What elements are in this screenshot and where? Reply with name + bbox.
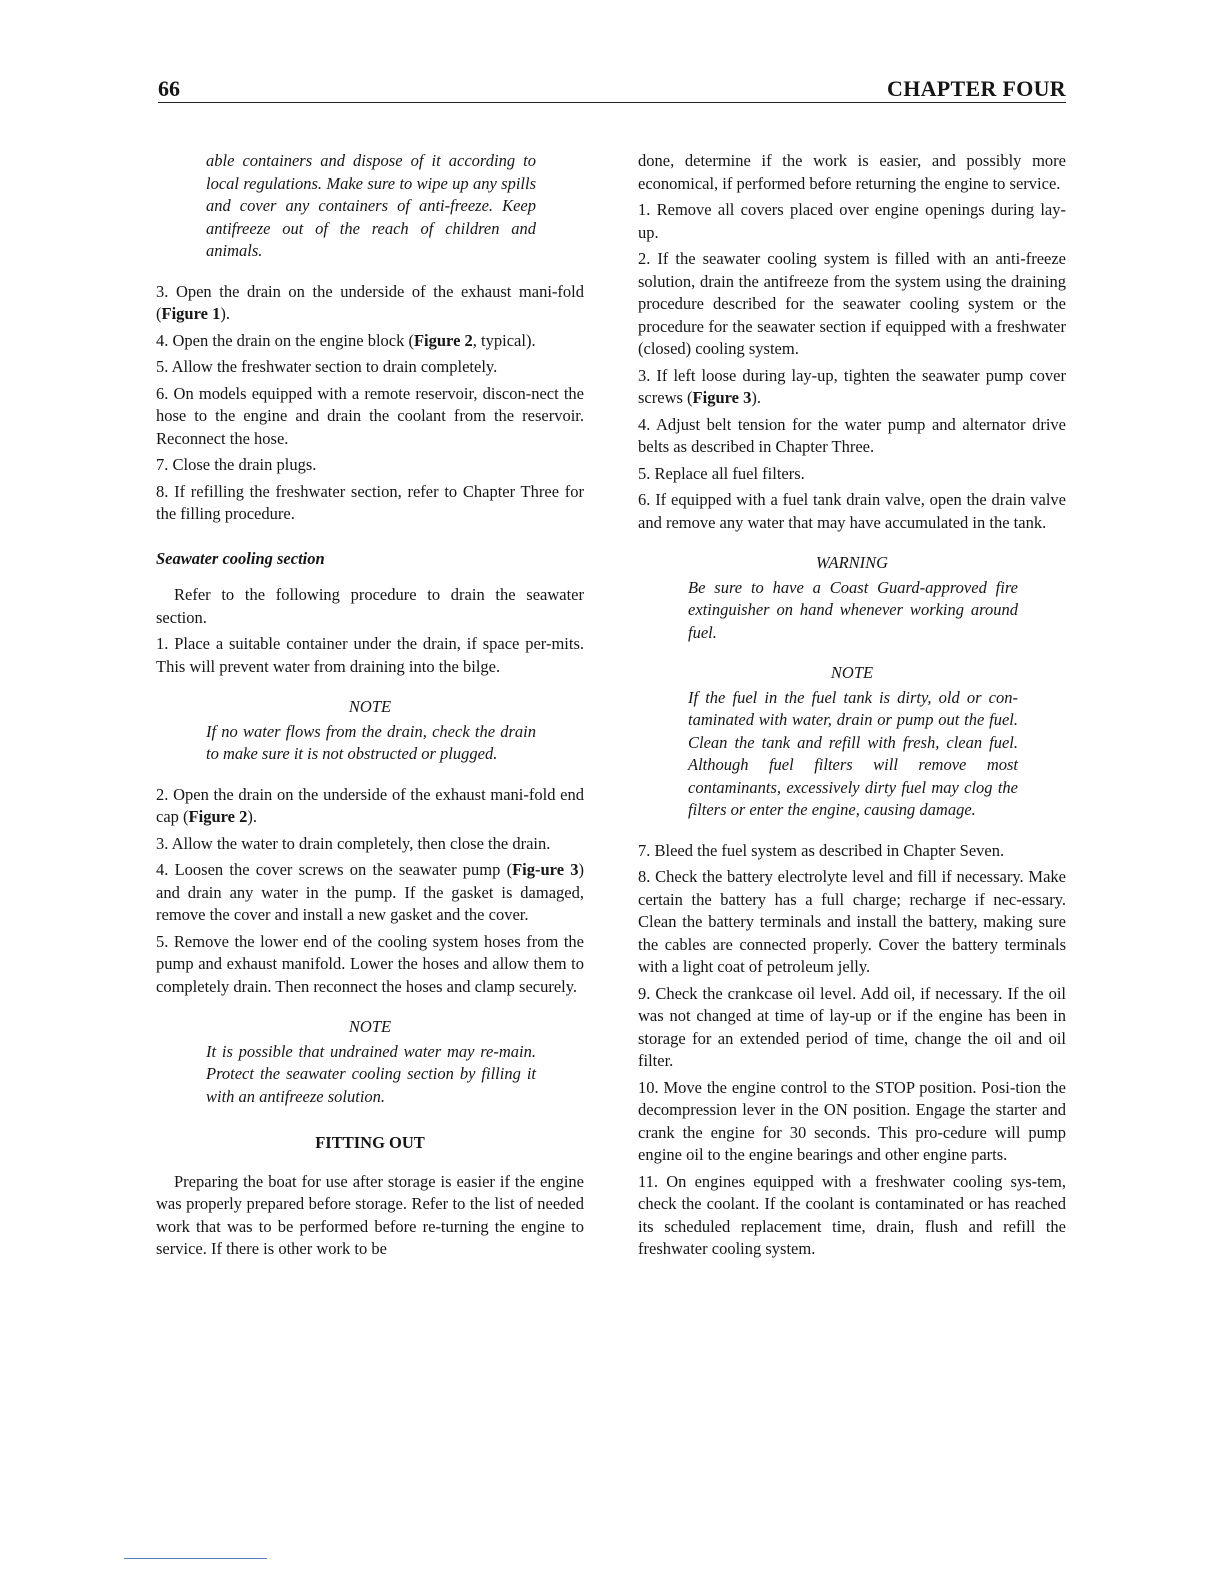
step-item: 2. If the seawater cooling system is filled with an anti-freeze solution, drain the antifreeze from the system using the draining procedure described for the seawater cooling system or the procedure for the seawater section if equipped with a freshwater (closed) cooling system. [638,249,1066,358]
note-title: NOTE [830,663,874,682]
step-item: 3. If left loose during lay-up, tighten the seawater pump cover screws (Figure 3). [638,365,1066,407]
step-item: 3. Allow the water to drain completely, then close the drain. [156,833,551,853]
step-item: 1. Place a suitable container under the drain, if space per-mits. This will prevent water from draining into the bilge. [156,634,584,676]
note-text: If the fuel in the fuel tank is dirty, old or con-taminated with water, drain or pump out the fuel. Clean the tank and refill with fresh, clean fuel. Although fuel filters will remove most contaminants, excessively dirty fuel may clog the filters or enter the engine, causing damage. [688,687,1018,819]
note-text: It is possible that undrained water may re-main. Protect the seawater cooling section by filling it with an antifreeze solution. [206,1041,536,1106]
step-item: 3. Open the drain on the underside of the exhaust mani-fold (Figure 1). [156,281,584,323]
step-item: 7. Close the drain plugs. [156,455,317,474]
step-item: 2. Open the drain on the underside of the exhaust mani-fold end cap (Figure 2). [156,784,584,826]
section-heading-fitting-out: FITTING OUT [315,1133,425,1152]
step-item: 8. If refilling the freshwater section, refer to Chapter Three for the filling procedure. [156,481,584,523]
step-item: 6. On models equipped with a remote reservoir, discon-nect the hose to the engine and drain the coolant from the reservoir. Reconnect the hose. [156,383,584,448]
step-item: 4. Open the drain on the engine block (Figure 2, typical). [156,330,536,350]
chapter-title: CHAPTER FOUR [887,76,1066,101]
page-number: 66 [158,76,180,101]
step-item: 11. On engines equipped with a freshwater cooling sys-tem, check the coolant. If the coolant is contaminated or has reached its scheduled replacement time, drain, flush and refill the freshwater cooling system. [638,1171,1066,1258]
step-item: 7. Bleed the fuel system as described in Chapter Seven. [638,840,1005,860]
note-title: NOTE [348,697,392,716]
note-title: NOTE [348,1017,392,1036]
warning-box [638,552,1066,644]
note-box [638,662,1066,822]
step-item: 10. Move the engine control to the STOP position. Posi-tion the decompression lever in the ON position. Engage the starter and crank the engine for 30 seconds. This pro-cedure will pump engine oil to the engine bearings and other engine parts. [638,1077,1066,1164]
note-text: If no water flows from the drain, check the drain to make sure it is not obstructed or plugged. [206,721,536,763]
right-column [638,150,1066,1265]
note-box [156,1016,584,1108]
step-item: 4. Loosen the cover screws on the seawater pump (Fig-ure 3) and drain any water in the pump. If the gasket is damaged, remove the cover and install a new gasket and the cover. [156,860,584,924]
footer-rule [124,1558,267,1559]
step-item: 1. Remove all covers placed over engine openings during lay-up. [638,200,1066,242]
step-item: 5. Replace all fuel filters. [638,463,805,483]
step-item: 5. Allow the freshwater section to drain completely. [156,357,498,376]
warning-text: Be sure to have a Coast Guard-approved fire extinguisher on hand whenever working around fuel. [688,577,1018,642]
seawater-intro: Refer to the following procedure to drain the seawater section. [156,585,584,627]
step-item: 5. Remove the lower end of the cooling system hoses from the pump and exhaust manifold. Lower the hoses and allow them to completely drain. Then reconnect the hoses and clamp securely. [156,931,584,996]
subheading-seawater: Seawater cooling section [156,548,325,568]
step-item: 9. Check the crankcase oil level. Add oil, if necessary. If the oil was not changed at time of lay-up or if the engine has been in storage for an extended period of time, change the oil and oil filter. [638,983,1066,1070]
caution-continuation: able containers and dispose of it according to local regulations. Make sure to wipe up any spills and cover any containers of anti-freeze. Keep antifreeze out of the reach of children and animals. [206,151,536,260]
step-item: 8. Check the battery electrolyte level and fill if necessary. Make certain the battery has a full charge; recharge if nec-essary. Clean the battery terminals and install the battery, making sure the cables are connected properly. Cover the battery terminals with a light coat of petroleum jelly. [638,867,1066,976]
paragraph-continuation: done, determine if the work is easier, and possibly more economical, if performed before returning the engine to service. [638,151,1066,193]
fitting-intro: Preparing the boat for use after storage is easier if the engine was properly prepared before storage. Refer to the list of needed work that was to be performed before re-turning the engine to service. If there is other work to be [156,1171,584,1258]
left-column [156,150,584,1265]
warning-title: WARNING [815,553,889,572]
note-box [156,696,584,766]
step-item: 6. If equipped with a fuel tank drain valve, open the drain valve and remove any water that may have accumulated in the tank. [638,490,1066,532]
page-header [158,76,1066,103]
step-item: 4. Adjust belt tension for the water pump and alternator drive belts as described in Chapter Three. [638,414,1066,456]
